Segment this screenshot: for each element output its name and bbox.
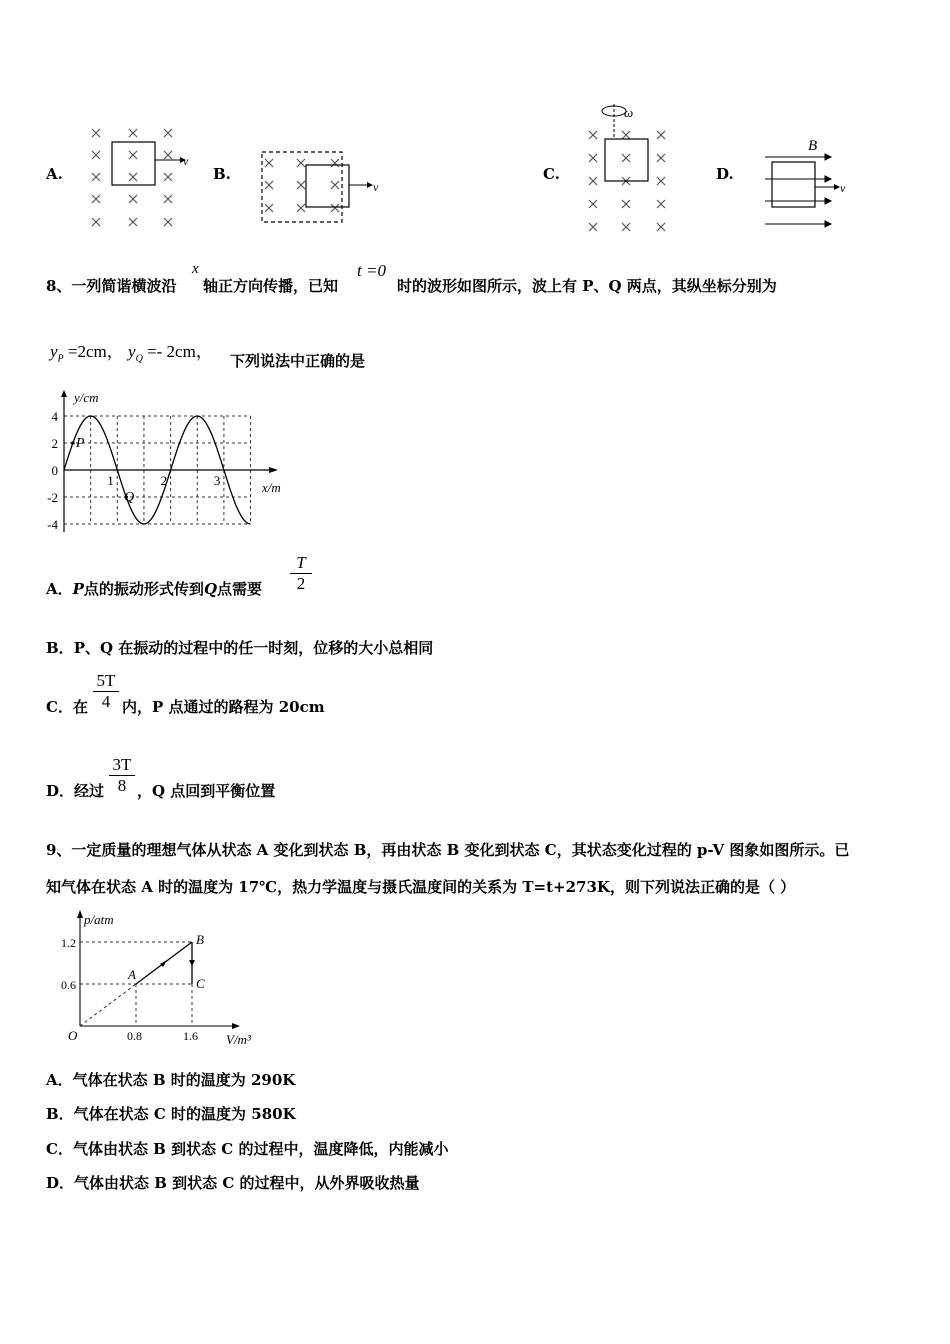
point-c-label: C xyxy=(196,976,205,991)
coil-square xyxy=(112,142,155,185)
y-axis-label: y/cm xyxy=(74,390,99,405)
q7-option-b-label: B. xyxy=(213,165,231,183)
y-tick-label: 2 xyxy=(51,436,58,451)
q8-wave-chart xyxy=(40,388,290,538)
extension-line xyxy=(80,984,136,1026)
y-tick-label: 0 xyxy=(51,463,58,478)
x-axis-arrow xyxy=(269,467,278,473)
q7-option-d-label: D. xyxy=(716,165,734,183)
q8-var-x: x xyxy=(192,261,199,277)
field-lines xyxy=(765,154,831,227)
coil-square xyxy=(605,139,648,181)
q9-option-d: D．气体由状态 B 到状态 C 的过程中，从外界吸收热量 xyxy=(46,1174,420,1192)
q8-stem-part4: 下列说法中正确的是 xyxy=(230,352,366,370)
p-tick-label: 0.6 xyxy=(61,978,76,992)
direction-arrow-bc xyxy=(189,960,195,966)
q8-option-d-label: D．经过 xyxy=(46,782,105,800)
y-axis-arrow xyxy=(61,390,67,397)
q8-option-b: B．P、Q 在振动的过程中的任一时刻，位移的大小总相同 xyxy=(46,639,434,657)
v-tick-label: 0.8 xyxy=(127,1029,142,1043)
x-tick-label: 2 xyxy=(160,473,168,488)
q7-option-a-figure xyxy=(85,122,195,232)
point-b-label: B xyxy=(196,932,204,947)
q7-option-a-label: A. xyxy=(46,165,63,183)
point-q-label: Q xyxy=(124,490,135,505)
q8-option-d-fraction: 3T 8 xyxy=(109,755,135,796)
q7-option-c-figure xyxy=(580,102,680,237)
magnetic-field-crosses xyxy=(92,129,172,226)
p-axis-label: p/atm xyxy=(84,912,114,927)
omega-label: ω xyxy=(624,105,634,120)
q9-stem-line2: 知气体在状态 A 时的温度为 17℃，热力学温度与摄氏温度间的关系为 T=t+273K，则下列说法正确的是（ ） xyxy=(46,878,796,896)
v-axis-label: V/m³ xyxy=(226,1032,251,1047)
q8-stem-part2: 轴正方向传播，已知 xyxy=(203,277,339,295)
q9-option-c: C．气体由状态 B 到状态 C 的过程中，温度降低，内能减小 xyxy=(46,1140,449,1158)
q8-option-c-text: 内，P 点通过的路程为 20cm xyxy=(122,698,325,716)
q7-option-c-label: C. xyxy=(543,165,560,183)
y-tick-label: -2 xyxy=(47,490,58,505)
y-tick-label: 4 xyxy=(51,409,58,424)
q9-option-a: A．气体在状态 B 时的温度为 290K xyxy=(46,1071,296,1089)
q8-option-c-fraction: 5T 4 xyxy=(93,671,119,712)
svg-text:v: v xyxy=(840,181,846,195)
v-axis-arrow xyxy=(232,1023,240,1029)
q9-option-b: B．气体在状态 C 时的温度为 580K xyxy=(46,1105,296,1123)
q8-option-a: A．P点的振动形式传到Q点需要 xyxy=(46,580,263,598)
svg-text:v: v xyxy=(373,180,379,194)
q8-yp-equation: $y_P =2cm$， $y_Q =- 2cm$， xyxy=(50,342,213,365)
origin-label: O xyxy=(68,1028,78,1043)
q9-pv-chart xyxy=(50,908,280,1048)
q8-t-eq: t =0 xyxy=(357,261,386,280)
coil-square xyxy=(772,162,815,207)
velocity-label: v xyxy=(183,154,189,168)
q9-stem-line1: 9、一定质量的理想气体从状态 A 变化到状态 B，再由状态 B 变化到状态 C，其状态变化过程的 p-V 图象如图所示。已 xyxy=(46,841,850,859)
x-axis-label: x/m xyxy=(262,480,281,495)
q8-stem: 8、一列简谐横波沿 xyxy=(46,277,177,295)
p-axis-arrow xyxy=(77,910,83,918)
x-tick-label: 1 xyxy=(107,473,114,488)
q8-stem-part3: 时的波形如图所示，波上有 P、Q 两点，其纵坐标分别为 xyxy=(397,277,777,295)
y-tick-label: -4 xyxy=(47,517,58,532)
q8-option-c-label: C．在 xyxy=(46,698,88,716)
p-tick-label: 1.2 xyxy=(61,936,76,950)
point-a-label: A xyxy=(128,967,136,982)
q7-option-b-figure xyxy=(255,145,395,235)
v-tick-label: 1.6 xyxy=(183,1029,198,1043)
q8-option-d-text: ，Q 点回到平衡位置 xyxy=(137,782,276,800)
x-tick-label: 3 xyxy=(213,473,221,488)
q7-option-d-figure xyxy=(760,132,860,232)
field-b-label: B xyxy=(808,138,818,154)
point-p xyxy=(71,441,75,445)
point-p-label: P xyxy=(75,436,85,451)
q8-option-a-fraction: T 2 xyxy=(290,553,312,594)
